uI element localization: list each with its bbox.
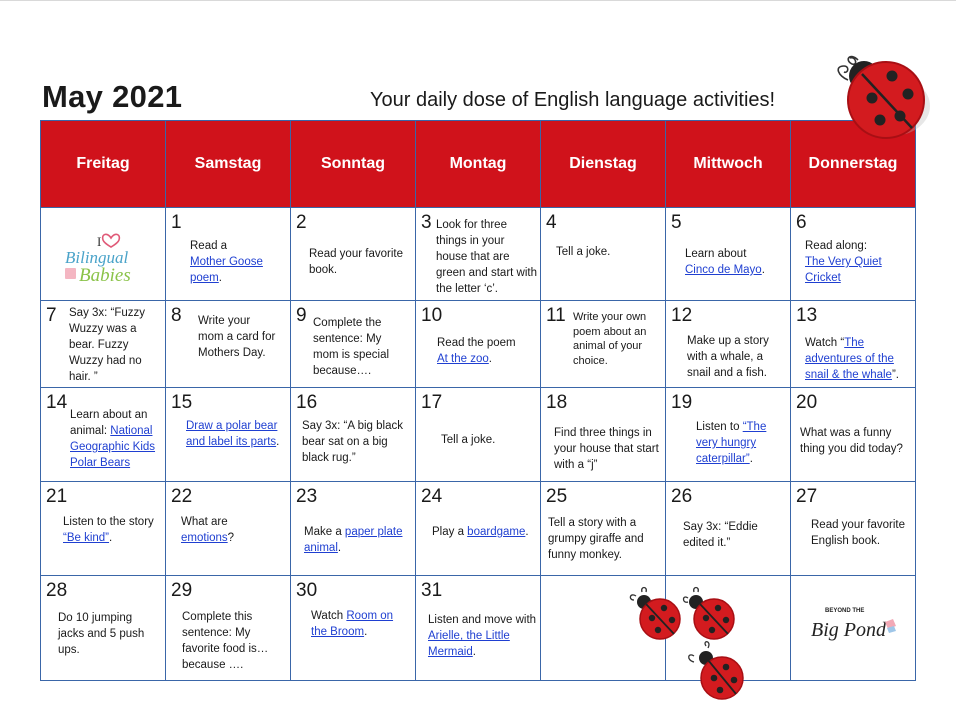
activity-text: Write your mom a card for Mothers Day. xyxy=(198,315,276,359)
weekday-header-row xyxy=(41,121,916,208)
svg-text:Babies: Babies xyxy=(79,265,131,286)
ladybug-icon xyxy=(680,586,740,644)
day-cell: 20 What was a funny thing you did today? xyxy=(791,388,916,482)
svg-text:BEYOND THE: BEYOND THE xyxy=(825,608,865,614)
activity-text: Make a paper plate animal. xyxy=(304,526,403,554)
ladybug-icon xyxy=(820,36,934,140)
weekday-header: Samstag xyxy=(166,121,291,208)
activity-link[interactable]: Room on the Broom xyxy=(311,610,394,638)
bilingual-babies-logo xyxy=(61,230,147,286)
activity-text: Learn about Cinco de Mayo. xyxy=(685,248,765,276)
activity-text: Tell a joke. xyxy=(556,246,611,258)
activity-text: Tell a joke. xyxy=(441,434,496,446)
day-cell: 26 Say 3x: “Eddie edited it.” xyxy=(666,482,791,576)
week-row xyxy=(41,482,916,576)
day-cell: 29 Complete this sentence: My favorite food is… because …. xyxy=(166,576,291,681)
activity-link[interactable]: paper plate animal xyxy=(304,526,403,554)
activity-text: Do 10 jumping jacks and 5 push ups. xyxy=(58,612,145,656)
day-cell: 28 Do 10 jumping jacks and 5 push ups. xyxy=(41,576,166,681)
day-cell: 30 Watch Room on the Broom. xyxy=(291,576,416,681)
day-cell: 11 Write your own poem about an animal of your choice. xyxy=(541,301,666,388)
week-row xyxy=(41,576,916,681)
day-cell: 1 Read a Mother Goose poem. xyxy=(166,208,291,301)
logo-cell xyxy=(41,208,166,301)
day-cell: 16 Say 3x: “A big black bear sat on a big black rug.” xyxy=(291,388,416,482)
weekday-header: Donnerstag xyxy=(791,121,916,208)
calendar-grid xyxy=(40,120,916,681)
activity-text: Say 3x: “Eddie edited it.” xyxy=(683,521,758,549)
day-cell: 5 Learn about Cinco de Mayo. xyxy=(666,208,791,301)
day-cell: 6 Read along: The Very Quiet Cricket xyxy=(791,208,916,301)
svg-text:Bilingual: Bilingual xyxy=(65,248,129,267)
day-cell: 10 Read the poem At the zoo. xyxy=(416,301,541,388)
svg-text:Big Pond: Big Pond xyxy=(811,619,886,641)
activity-text: Say 3x: “A big black bear sat on a big black rug.” xyxy=(302,420,403,464)
beyond-the-big-pond-logo xyxy=(805,598,903,654)
activity-link[interactable]: Draw a polar bear and label its parts xyxy=(186,420,278,448)
activity-text: Tell a story with a grumpy giraffe and funny monkey. xyxy=(548,517,644,561)
activity-text: What are emotions? xyxy=(181,516,235,544)
activity-text: Read your favorite book. xyxy=(309,248,403,276)
activity-text: Write your own poem about an animal of your choice. xyxy=(573,311,647,367)
activity-text: Complete this sentence: My favorite food is… because …. xyxy=(182,611,269,671)
week-row xyxy=(41,301,916,388)
day-cell: 21 Listen to the story “Be kind”. xyxy=(41,482,166,576)
activity-text: Learn about an animal: National Geographic Kids Polar Bears xyxy=(70,409,156,469)
activity-text: What was a funny thing you did today? xyxy=(800,427,903,455)
day-cell: 15 Draw a polar bear and label its parts. xyxy=(166,388,291,482)
activity-link[interactable]: “The very hungry caterpillar” xyxy=(696,421,767,465)
day-cell: 18 Find three things in your house that start with a “j” xyxy=(541,388,666,482)
page-title: May 2021 xyxy=(42,79,183,114)
activity-text: Play a boardgame. xyxy=(432,526,529,538)
activity-text: Read your favorite English book. xyxy=(811,519,905,547)
activity-text: Listen to “The very hungry caterpillar”. xyxy=(696,421,767,465)
day-cell: 3 Look for three things in your house that are green and start with the letter ‘c’. xyxy=(416,208,541,301)
activity-text: Listen and move with Arielle, the Little Mermaid. xyxy=(428,614,537,658)
day-cell: 31 Listen and move with Arielle, the Little Mermaid. xyxy=(416,576,541,681)
activity-link[interactable]: “Be kind” xyxy=(63,532,110,544)
ladybug-icon xyxy=(626,586,686,644)
day-cell: 17 Tell a joke. xyxy=(416,388,541,482)
day-cell: 14 Learn about an animal: National Geographic Kids Polar Bears xyxy=(41,388,166,482)
activity-text: Say 3x: “Fuzzy Wuzzy was a bear. Fuzzy Wuzzy had no hair. ” xyxy=(69,307,146,383)
activity-text: Read the poem At the zoo. xyxy=(437,337,516,365)
activity-text: Watch Room on the Broom. xyxy=(311,610,394,638)
activity-text: Listen to the story “Be kind”. xyxy=(63,516,154,544)
weekday-header: Sonntag xyxy=(291,121,416,208)
activity-link[interactable]: Arielle, the Little Mermaid xyxy=(428,630,510,658)
weekday-header: Dienstag xyxy=(541,121,666,208)
activity-link[interactable]: The adventures of the snail & the whale xyxy=(805,337,894,381)
weekday-header: Freitag xyxy=(41,121,166,208)
day-cell: 12 Make up a story with a whale, a snail and a fish. xyxy=(666,301,791,388)
activity-text: Make up a story with a whale, a snail and a fish. xyxy=(687,335,769,379)
day-cell: 23 Make a paper plate animal. xyxy=(291,482,416,576)
ladybug-icon xyxy=(686,640,748,706)
activity-text: Complete the sentence: My mom is special because…. xyxy=(313,317,390,377)
day-cell: 9 Complete the sentence: My mom is special because…. xyxy=(291,301,416,388)
week-row xyxy=(41,388,916,482)
day-cell: 27 Read your favorite English book. xyxy=(791,482,916,576)
day-cell: 7 Say 3x: “Fuzzy Wuzzy was a bear. Fuzzy Wuzzy had no hair. ” xyxy=(41,301,166,388)
activity-text: Look for three things in your house that are green and start with the letter ‘c’. xyxy=(436,219,538,295)
day-cell: 19 Listen to “The very hungry caterpillar”. xyxy=(666,388,791,482)
week-row xyxy=(41,208,916,301)
logo-cell xyxy=(791,576,916,681)
day-cell: 2 Read your favorite book. xyxy=(291,208,416,301)
activity-text: Read a Mother Goose poem. xyxy=(190,240,263,284)
weekday-header: Mittwoch xyxy=(666,121,791,208)
page-subtitle: Your daily dose of English language activities! xyxy=(370,89,776,111)
day-cell: 13 Watch “The adventures of the snail & the whale”. xyxy=(791,301,916,388)
day-cell: 24 Play a boardgame. xyxy=(416,482,541,576)
day-cell: 22 What are emotions? xyxy=(166,482,291,576)
activity-link[interactable]: emotions xyxy=(181,532,228,544)
day-cell: 4 Tell a joke. xyxy=(541,208,666,301)
activity-link[interactable]: Mother Goose poem xyxy=(190,256,263,284)
activity-link[interactable]: At the zoo xyxy=(437,353,489,365)
activity-text: Read along: The Very Quiet Cricket xyxy=(805,240,882,284)
activity-link[interactable]: National Geographic Kids Polar Bears xyxy=(70,425,156,469)
activity-text: Find three things in your house that start with a “j” xyxy=(554,427,659,471)
activity-text: Watch “The adventures of the snail & the whale”. xyxy=(805,337,899,381)
svg-text:I: I xyxy=(97,234,102,249)
activity-link[interactable]: The Very Quiet Cricket xyxy=(805,256,882,284)
activity-link[interactable]: boardgame xyxy=(467,526,526,538)
day-cell: 8 Write your mom a card for Mothers Day. xyxy=(166,301,291,388)
weekday-header: Montag xyxy=(416,121,541,208)
activity-text: Draw a polar bear and label its parts. xyxy=(186,420,280,448)
activity-link[interactable]: Cinco de Mayo xyxy=(685,264,762,276)
top-border xyxy=(0,0,956,1)
day-cell: 25 Tell a story with a grumpy giraffe and funny monkey. xyxy=(541,482,666,576)
